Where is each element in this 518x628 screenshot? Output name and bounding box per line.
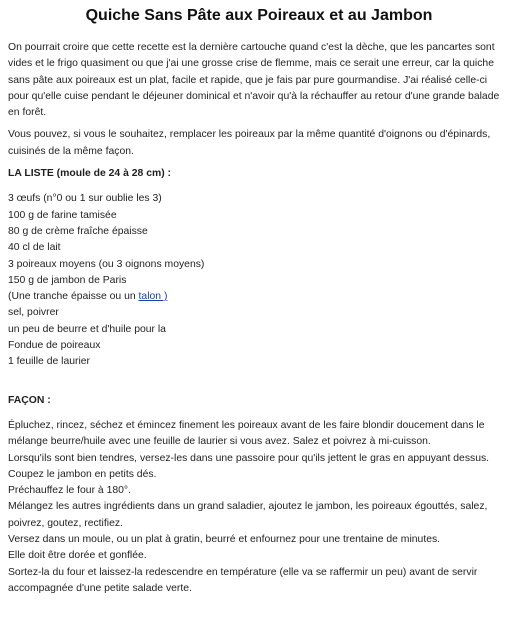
ingredient-item: 150 g de jambon de Paris — [8, 274, 127, 286]
method-step: Sortez-la du four et laissez-la redescendre en température (elle va se raffermir un peu) avant de servir accompagnée d'une petite salade verte. — [8, 566, 478, 594]
ingredient-item: 1 feuille de laurier — [8, 356, 91, 368]
ingredient-item: 40 cl de lait — [8, 242, 61, 254]
ingredient-item: 80 g de crème fraîche épaisse — [8, 225, 148, 237]
ingredient-item: 3 poireaux moyens (ou 3 oignons moyens) — [8, 258, 205, 270]
ingredients-heading: LA LISTE (moule de 24 à 28 cm) : — [8, 168, 172, 180]
talon-link[interactable]: talon ) — [138, 291, 168, 303]
section-spacer — [8, 371, 510, 393]
method-heading: FAÇON : — [8, 394, 51, 406]
method-step: Préchauffez le four à 180°. — [8, 485, 131, 497]
method-step: Épluchez, rincez, séchez et émincez finement les poireaux avant de les faire blondir doucement dans le mélange beurre/huile avec une feuille de laurier si vous avez. Salez et poivrez à mi-cuisson. — [8, 419, 485, 448]
ingredient-note — [8, 289, 510, 305]
ingredient-item: 100 g de farine tamisée — [8, 209, 117, 221]
intro-paragraph-2: Vous pouvez, si vous le souhaitez, remplacer les poireaux par la même quantité d'oignons ou d'épinards, cuisinés de la même façon. — [8, 129, 491, 157]
intro-paragraph-1: On pourrait croire que cette recette est la dernière cartouche quand c'est la dèche, que les pancartes sont vides et le frigo quasiment ou que j'ai une grosse crise de flemme, mais ce serait une erreur, car la quiche sans pâte aux poireaux est un plat, facile et rapide, que je fais par pure gourmandise. J'ai réalisé celle-ci pour qu'elle cuise pendant le déjeuner dominical et n'avoir qu'à la réchauffer au retour d'une grande balade en forêt. — [8, 42, 500, 119]
ingredient-note-text: (Une tranche épaisse ou un — [8, 291, 139, 303]
ingredient-item: sel, poivrer — [8, 307, 59, 319]
method-step: Coupez le jambon en petits dés. — [8, 468, 157, 480]
method-step: Versez dans un moule, ou un plat à gratin, beurré et enfournez pour une trentaine de minutes. — [8, 534, 441, 546]
ingredient-item: Fondue de poireaux — [8, 340, 101, 352]
method-step: Elle doit être dorée et gonflée. — [8, 550, 147, 562]
ingredient-item: un peu de beurre et d'huile pour la — [8, 323, 166, 335]
method-step: Lorsqu'ils sont bien tendres, versez-les dans une passoire pour qu'ils jettent le gras en appuyant dessus. — [8, 452, 490, 464]
method-step: Mélangez les autres ingrédients dans un grand saladier, ajoutez le jambon, les poireaux égouttés, salez, poivrez, goutez, rectifiez. — [8, 501, 488, 529]
recipe-title: Quiche Sans Pâte aux Poireaux et au Jambon — [85, 7, 433, 24]
ingredient-item: 3 œufs (n°0 ou 1 sur oublie les 3) — [8, 193, 162, 205]
